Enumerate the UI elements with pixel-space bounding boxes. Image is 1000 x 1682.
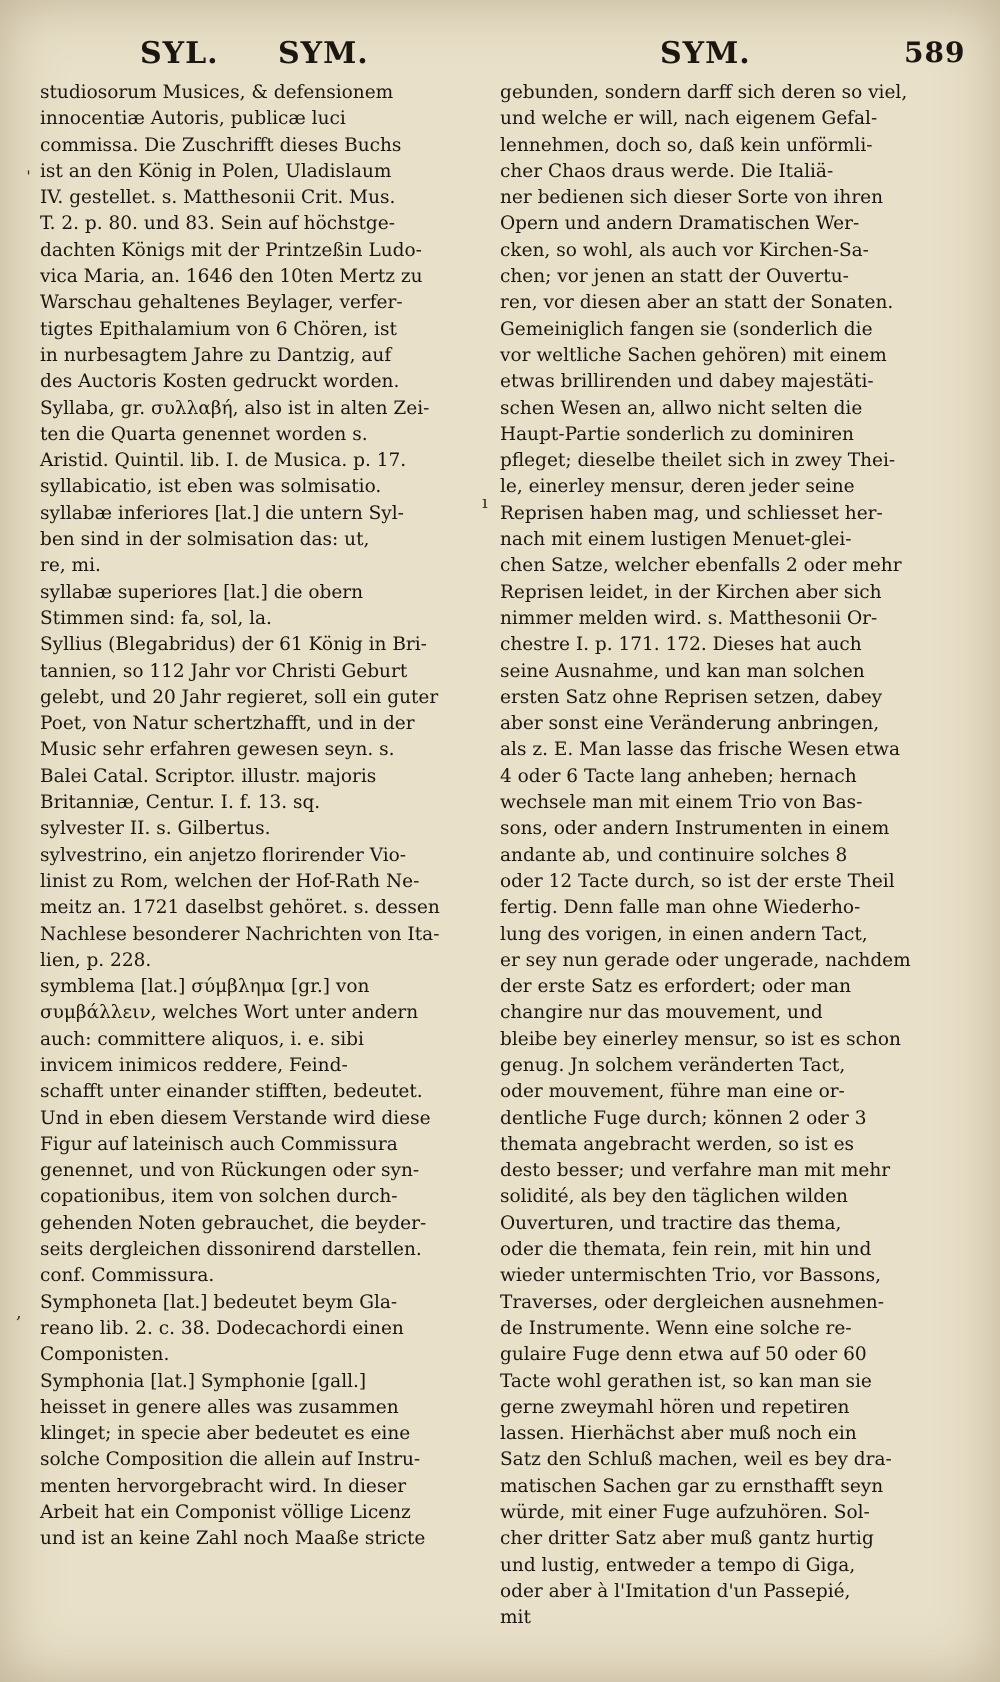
left-column-line: copationibus, item von solchen durch- — [40, 1186, 398, 1208]
left-column-line: Syllius (Blegabridus) der 61 König in Bri- — [40, 634, 427, 656]
left-column-line: Stimmen sind: fa, sol, la. — [40, 607, 272, 629]
right-column-line: nach mit einem lustigen Menuet-glei- — [500, 529, 852, 551]
right-column-line: pfleget; dieselbe theilet sich in zwey Thei- — [500, 450, 896, 472]
right-column-line: Haupt-Partie sonderlich zu dominiren — [500, 423, 854, 445]
header-left-entry-start: SYL. — [140, 36, 219, 71]
right-column-line: bleibe bey einerley mensur, so ist es schon — [500, 1028, 901, 1050]
right-column-line: ersten Satz ohne Reprisen setzen, dabey — [500, 686, 883, 708]
left-column-line: syllabæ superiores [lat.] die obern — [40, 581, 364, 603]
left-column-line: Britanniæ, Centur. I. f. 13. sq. — [40, 792, 321, 814]
left-column-line: Figur auf lateinisch auch Commissura — [40, 1133, 398, 1155]
right-column-line: genug. Jn solchem veränderten Tact, — [500, 1054, 846, 1076]
page-number: 589 — [904, 36, 966, 69]
left-column-line: des Auctoris Kosten gedruckt worden. — [40, 371, 400, 393]
left-column-line: lien, p. 228. — [40, 949, 152, 971]
right-column-line: vor weltliche Sachen gehören) mit einem — [500, 344, 887, 366]
right-column-line: chen Satze, welcher ebenfalls 2 oder mehr — [500, 555, 902, 577]
left-column-line: Syllaba, gr. συλλαβή, also ist in alten Zei- — [40, 397, 430, 419]
left-column-line: Componisten. — [40, 1344, 170, 1366]
left-column-line: Balei Catal. Scriptor. illustr. majoris — [40, 765, 377, 787]
left-column-line: ben sind in der solmisation das: ut, — [40, 529, 370, 551]
right-column-line: etwas brillirenden und dabey majestäti- — [500, 371, 874, 393]
right-column-line: oder 12 Tacte durch, so ist der erste Theil — [500, 870, 895, 892]
left-column-line: IV. gestellet. s. Matthesonii Crit. Mus. — [40, 187, 396, 209]
right-column-line: Tacte wohl gerathen ist, so kan man sie — [500, 1370, 872, 1392]
left-column-line: studiosorum Musices, & defensionem — [40, 82, 394, 103]
left-column-line: genennet, und von Rückungen oder syn- — [40, 1160, 420, 1182]
left-column-line: tannien, so 112 Jahr vor Christi Geburt — [40, 660, 408, 682]
left-column-line: vica Maria, an. 1646 den 10ten Mertz zu — [40, 266, 423, 288]
left-column-line: συμβάλλειν, welches Wort unter andern — [40, 1002, 419, 1024]
left-column-line: menten hervorgebracht wird. In dieser — [40, 1475, 407, 1497]
left-column-line: invicem inimicos reddere, Feind- — [40, 1054, 348, 1076]
right-column-line: und lustig, entweder a tempo di Giga, — [500, 1554, 856, 1576]
right-column-line: wechsele man mit einem Trio von Bas- — [500, 792, 863, 814]
right-column-line: solidité, als bey den täglichen wilden — [500, 1186, 848, 1208]
right-column-line: changire nur das mouvement, und — [500, 1002, 823, 1024]
left-column-line: Arbeit hat ein Componist völlige Licenz — [40, 1502, 411, 1524]
right-column-line: als z. E. Man lasse das frische Wesen etwa — [500, 739, 901, 761]
left-column-line: gelebt, und 20 Jahr regieret, soll ein guter — [40, 686, 439, 708]
right-column-line: wieder untermischten Trio, vor Bassons, — [500, 1265, 882, 1287]
left-column-line: innocentiæ Autoris, publicæ luci — [40, 108, 346, 130]
right-column-line: fertig. Denn falle man ohne Wiederho- — [500, 897, 861, 919]
left-column-line: Nachlese besonderer Nachrichten von Ita- — [40, 923, 440, 945]
left-column-line: Symphoneta [lat.] bedeutet beym Gla- — [40, 1291, 398, 1313]
right-column-line: de Instrumente. Wenn eine solche re- — [500, 1317, 852, 1339]
right-column-line: oder die themata, fein rein, mit hin und — [500, 1239, 872, 1261]
right-column-line: gerne zweymahl hören und repetiren — [500, 1396, 850, 1418]
left-column-line: re, mi. — [40, 555, 101, 577]
left-column-line: Symphonia [lat.] Symphonie [gall.] — [40, 1370, 367, 1392]
left-column-line: commissa. Die Zuschrifft dieses Buchs — [40, 134, 402, 156]
right-column-line: Opern und andern Dramatischen Wer- — [500, 213, 860, 235]
right-column-line: lung des vorigen, in einen andern Tact, — [500, 923, 868, 945]
left-column-line: linist zu Rom, welchen der Hof-Rath Ne- — [40, 870, 420, 892]
margin-tick-mark: ˈ — [26, 168, 31, 189]
left-column-line: in nurbesagtem Jahre zu Dantzig, auf — [40, 344, 392, 366]
running-header — [0, 30, 1000, 80]
left-column-line: auch: committere aliquos, i. e. sibi — [40, 1028, 364, 1050]
right-column-line: cher dritter Satz aber muß gantz hurtig — [500, 1528, 874, 1550]
left-column-line: T. 2. p. 80. und 83. Sein auf höchstge- — [40, 213, 395, 235]
header-left-entry-end: SYM. — [278, 36, 369, 71]
right-text-column — [500, 80, 930, 1632]
right-column-line: Satz den Schluß machen, weil es bey dra- — [500, 1449, 892, 1471]
right-column-line: andante ab, und continuire solches 8 — [500, 844, 848, 866]
left-column-line: ist an den König in Polen, Uladislaum — [40, 160, 392, 182]
left-column-line: gehenden Noten gebrauchet, die beyder- — [40, 1212, 427, 1234]
left-column-line: Music sehr erfahren gewesen seyn. s. — [40, 739, 395, 761]
right-column-line: und welche er will, nach eigenem Gefal- — [500, 108, 878, 130]
right-column-line: er sey nun gerade oder ungerade, nachdem — [500, 949, 911, 971]
left-column-line: syllabæ inferiores [lat.] die untern Syl- — [40, 502, 404, 524]
left-column-line: schafft unter einander stifften, bedeutet. — [40, 1081, 423, 1103]
right-column-line: cher Chaos draus werde. Die Italiä- — [500, 160, 834, 182]
left-column-line: symblema [lat.] σύμβλημα [gr.] von — [40, 976, 370, 998]
left-column-line: solche Composition die allein auf Instru- — [40, 1449, 421, 1471]
right-column-line: gebunden, sondern darff sich deren so viel, — [500, 82, 908, 103]
right-column-line: cken, so wohl, als auch vor Kirchen-Sa- — [500, 239, 869, 261]
right-column-line: themata angebracht werden, so ist es — [500, 1133, 855, 1155]
margin-tick-mark: ı — [482, 492, 488, 513]
margin-tick-mark: , — [16, 1302, 22, 1323]
right-column-line: Reprisen haben mag, und schliesset her- — [500, 502, 883, 524]
right-column-line: 4 oder 6 Tacte lang anheben; hernach — [500, 765, 857, 787]
left-column-line: syllabicatio, ist eben was solmisatio. — [40, 476, 382, 498]
right-column-line: oder aber à l'Imitation d'un Passepié, — [500, 1580, 851, 1602]
left-column-line: und ist an keine Zahl noch Maaße stricte — [40, 1528, 426, 1550]
left-column-line: sylvestrino, ein anjetzo florirender Vio- — [40, 844, 407, 866]
right-column-line: gulaire Fuge denn etwa auf 50 oder 60 — [500, 1344, 867, 1366]
left-column-line: Warschau gehaltenes Beylager, verfer- — [40, 292, 403, 314]
right-column-line: Traverses, oder dergleichen ausnehmen- — [500, 1291, 884, 1313]
left-column-line: seits dergleichen dissonirend darstellen. — [40, 1239, 422, 1261]
right-column-line: oder mouvement, führe man eine or- — [500, 1081, 845, 1103]
left-column-line: Poet, von Natur schertzhafft, und in der — [40, 713, 415, 735]
left-column-line: ten die Quarta genennet worden s. — [40, 423, 368, 445]
right-column-line: le, einerley mensur, deren jeder seine — [500, 476, 855, 498]
left-column-line: meitz an. 1721 daselbst gehöret. s. dessen — [40, 897, 440, 919]
left-column-line: Und in eben diesem Verstande wird diese — [40, 1107, 431, 1129]
right-column-line: Reprisen leidet, in der Kirchen aber sich — [500, 581, 882, 603]
left-column-line: sylvester II. s. Gilbertus. — [40, 818, 271, 840]
header-right-entry: SYM. — [660, 36, 751, 71]
right-column-line: mit — [500, 1607, 531, 1629]
right-column-line: würde, mit einer Fuge aufzuhören. Sol- — [500, 1502, 870, 1524]
right-column-line: aber sonst eine Veränderung anbringen, — [500, 713, 880, 735]
right-column-line: seine Ausnahme, und kan man solchen — [500, 660, 865, 682]
left-column-line: tigtes Epithalamium von 6 Chören, ist — [40, 318, 397, 340]
right-column-line: chestre I. p. 171. 172. Dieses hat auch — [500, 634, 862, 656]
right-column-line: matischen Sachen gar zu ernsthafft seyn — [500, 1475, 884, 1497]
left-column-line: reano lib. 2. c. 38. Dodecachordi einen — [40, 1317, 404, 1339]
right-column-line: lassen. Hierhächst aber muß noch ein — [500, 1423, 857, 1445]
right-column-line: desto besser; und verfahre man mit mehr — [500, 1160, 891, 1182]
right-column-line: dentliche Fuge durch; können 2 oder 3 — [500, 1107, 867, 1129]
right-column-line: Ouverturen, und tractire das thema, — [500, 1212, 842, 1234]
left-column-line: klinget; in specie aber bedeutet es eine — [40, 1423, 411, 1445]
left-text-column — [40, 80, 470, 1553]
right-column-line: schen Wesen an, allwo nicht selten die — [500, 397, 863, 419]
right-column-line: ner bedienen sich dieser Sorte von ihren — [500, 187, 884, 209]
right-column-line: nimmer melden wird. s. Matthesonii Or- — [500, 607, 878, 629]
left-column-line: dachten Königs mit der Printzeßin Ludo- — [40, 239, 422, 261]
right-column-line: lennehmen, doch so, daß kein unförmli- — [500, 134, 873, 156]
left-column-line: Aristid. Quintil. lib. I. de Musica. p. 17. — [40, 450, 407, 472]
right-column-line: chen; vor jenen an statt der Ouvertu- — [500, 266, 849, 288]
right-column-line: der erste Satz es erfordert; oder man — [500, 976, 852, 998]
right-column-line: ren, vor diesen aber an statt der Sonaten. — [500, 292, 894, 314]
left-column-line: heisset in genere alles was zusammen — [40, 1396, 399, 1418]
right-column-line: Gemeiniglich fangen sie (sonderlich die — [500, 318, 873, 340]
right-column-line: sons, oder andern Instrumenten in einem — [500, 818, 890, 840]
left-column-line: conf. Commissura. — [40, 1265, 215, 1287]
